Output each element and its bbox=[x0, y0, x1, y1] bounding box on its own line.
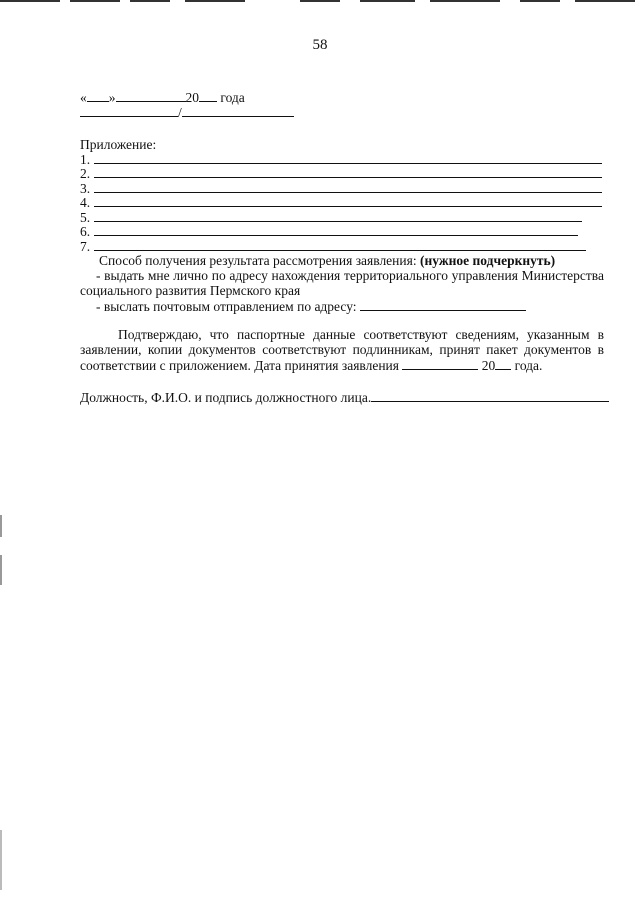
acceptance-year-field[interactable] bbox=[495, 357, 511, 370]
attachment-item-line[interactable] bbox=[94, 163, 602, 164]
confirmation-line-3 bbox=[80, 357, 542, 373]
attachment-item-line[interactable] bbox=[94, 206, 602, 207]
attachment-item-number: 2. bbox=[80, 166, 91, 181]
delivery-heading-note: (нужное подчеркнуть) bbox=[419, 253, 556, 268]
official-line bbox=[80, 389, 609, 405]
year-prefix: 20 bbox=[185, 90, 199, 105]
mail-address-field[interactable] bbox=[360, 298, 526, 311]
scan-edge-mark bbox=[0, 830, 2, 890]
delivery-heading bbox=[99, 253, 555, 268]
confirmation-year-prefix: 20 bbox=[481, 358, 496, 373]
month-field[interactable] bbox=[116, 89, 186, 102]
page-number: 58 bbox=[312, 37, 328, 53]
attachment-item-number: 4. bbox=[80, 195, 91, 210]
date-suffix: года bbox=[220, 90, 245, 105]
attachment-item-number: 6. bbox=[80, 224, 91, 239]
confirmation-line-1: Подтверждаю, что паспортные данные соответствуют сведениям, указанным в bbox=[118, 327, 604, 342]
delivery-option-personal-cont: социального развития Пермского края bbox=[80, 283, 301, 298]
confirmation-line-2: заявлении, копии документов соответствуют подлинникам, принят пакет документов в bbox=[80, 342, 604, 357]
open-quote: « bbox=[80, 90, 87, 105]
scan-edge-mark bbox=[0, 515, 2, 537]
attachment-item-line[interactable] bbox=[94, 250, 586, 251]
attachment-title: Приложение: bbox=[80, 137, 157, 152]
attachment-item-line[interactable] bbox=[94, 221, 582, 222]
official-label: Должность, Ф.И.О. и подпись должностного лица. bbox=[80, 390, 372, 405]
name-field[interactable] bbox=[182, 104, 294, 117]
scan-edge-mark bbox=[0, 555, 2, 585]
delivery-option-mail bbox=[96, 298, 526, 314]
date-line bbox=[80, 89, 245, 105]
attachment-item-number: 5. bbox=[80, 210, 91, 225]
confirmation-date-label: соответствии с приложением. Дата принятия заявления bbox=[80, 358, 399, 373]
day-field[interactable] bbox=[87, 89, 109, 102]
close-quote: » bbox=[108, 90, 116, 105]
signature-line bbox=[80, 104, 294, 120]
attachment-item-line[interactable] bbox=[94, 177, 602, 178]
attachment-item-number: 3. bbox=[80, 181, 91, 196]
confirmation-year-suffix: года. bbox=[514, 358, 543, 373]
acceptance-date-field[interactable] bbox=[402, 357, 478, 370]
attachment-item-number: 1. bbox=[80, 152, 91, 167]
attachment-item-line[interactable] bbox=[94, 235, 578, 236]
attachment-item-number: 7. bbox=[80, 239, 91, 254]
scan-edge-top bbox=[0, 0, 640, 3]
attachment-item-line[interactable] bbox=[94, 192, 602, 193]
delivery-option-personal: - выдать мне лично по адресу нахождения территориального управления Министерства bbox=[96, 268, 604, 283]
signature-separator: / bbox=[178, 105, 182, 120]
year-field[interactable] bbox=[199, 89, 217, 102]
delivery-option-mail-text: - выслать почтовым отправлением по адресу: bbox=[96, 299, 357, 314]
delivery-heading-text: Способ получения результата рассмотрения заявления: bbox=[99, 253, 417, 268]
official-signature-field[interactable] bbox=[371, 389, 609, 402]
signature-field[interactable] bbox=[80, 104, 178, 117]
